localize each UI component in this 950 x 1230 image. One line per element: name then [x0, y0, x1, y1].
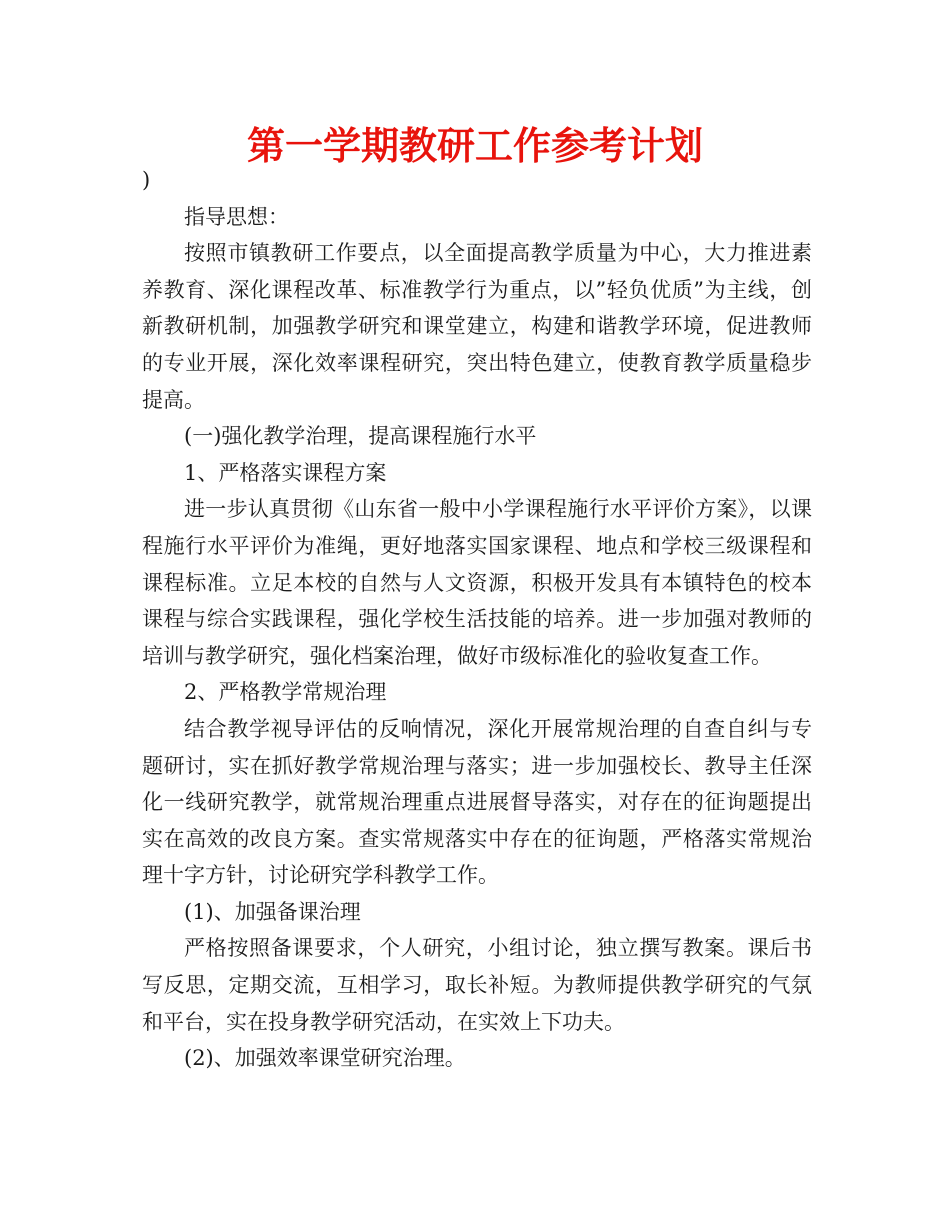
- paragraph-section-1-heading: (一)强化教学治理，提高课程施行水平: [184, 424, 537, 449]
- paragraph-subitem-2-heading: (2)、加强效率课堂研究治理。: [184, 1046, 466, 1071]
- paragraph-subitem-1-heading: (1)、加强备课治理: [184, 899, 361, 924]
- document-title: 第一学期教研工作参考计划: [246, 124, 703, 168]
- paragraph-item-2-heading: 2、严格教学常规治理: [184, 680, 387, 705]
- paragraph-stray-mark: ): [142, 168, 151, 192]
- paragraph-item-2-body: 结合教学视导评估的反响情况，深化开展常规治理的自查自纠与专题研讨，实在抓好教学常规治理与落实；进一步加强校长、教导主任深化一线研究教学，就常规治理重点进展督导落实，对存在的征询题提出实在高效的改良方案。查实常规落实中存在的征询题，严格落实常规治理十字方针，讨论研究学科教学工作。: [142, 716, 812, 888]
- paragraph-item-1-heading: 1、严格落实课程方案: [184, 460, 387, 485]
- paragraph-guiding-thought: 按照市镇教研工作要点，以全面提高教学质量为中心，大力推进素养教育、深化课程改革、标准教学行为重点，以”轻负优质”为主线，创新教研机制，加强教学研究和课堂建立，构建和谐教学环境，促进教师的专业开展，深化效率课程研究，突出特色建立，使教育教学质量稳步提高。: [142, 241, 812, 412]
- paragraph-subitem-1-body: 严格按照备课要求，个人研究，小组讨论，独立撰写教案。课后书写反思，定期交流，互相学习，取长补短。为教师提供教学研究的气氛和平台，实在投身教学研究活动，在实效上下功夫。: [142, 936, 812, 1034]
- paragraph-item-1-body: 进一步认真贯彻《山东省一般中小学课程施行水平评价方案》，以课程施行水平评价为准绳，更好地落实国家课程、地点和学校三级课程和课程标准。立足本校的自然与人文资源，积极开发具有本镇特色的校本课程与综合实践课程，强化学校生活技能的培养。进一步加强对教师的培训与教学研究，强化档案治理，做好市级标准化的验收复查工作。: [142, 497, 812, 668]
- paragraph-heading-guiding-thought: 指导思想：: [184, 204, 289, 229]
- document-body: [142, 162, 812, 1077]
